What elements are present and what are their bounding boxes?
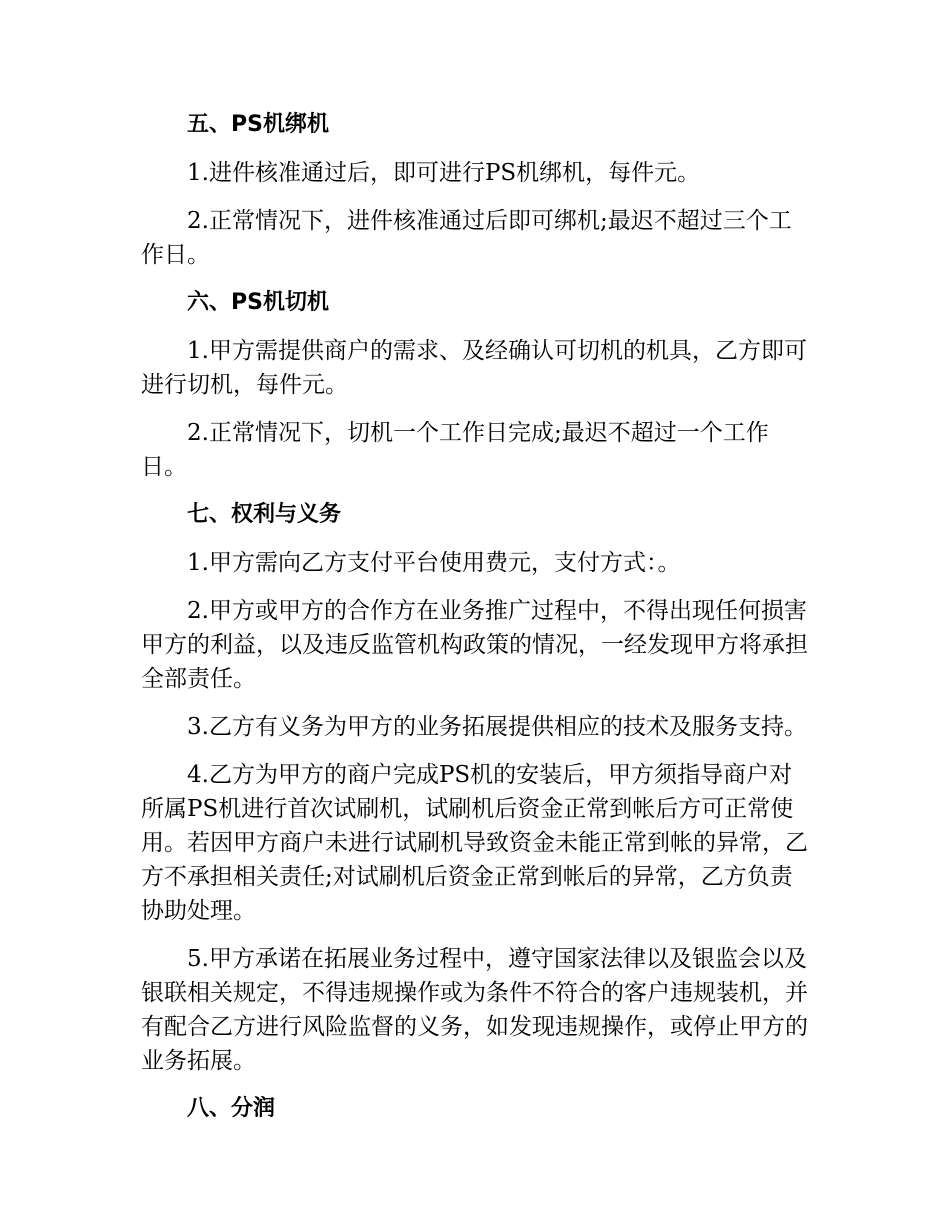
section-6 [141, 286, 811, 484]
paragraph: 3.乙方有义务为甲方的业务拓展提供相应的技术及服务支持。 [187, 714, 807, 740]
section-5 [141, 108, 811, 272]
section-heading: 八、分润 [187, 1096, 276, 1121]
paragraph: 1.进件核准通过后，即可进行PS机绑机，每件元。 [187, 160, 701, 186]
section-heading: 六、PS机切机 [187, 290, 329, 315]
section-8 [141, 1092, 811, 1126]
paragraph: 5.甲方承诺在拓展业务过程中，遵守国家法律以及银监会以及银联相关规定，不得违规操作或为条件不符合的客户违规装机，并有配合乙方进行风险监督的义务，如发现违规操作，或停止甲方的业务拓展。 [141, 946, 808, 1074]
document-page [141, 108, 811, 1140]
paragraph: 2.正常情况下，进件核准通过后即可绑机;最迟不超过三个工作日。 [141, 208, 792, 268]
paragraph: 2.正常情况下，切机一个工作日完成;最迟不超过一个工作日。 [141, 420, 769, 480]
section-7 [141, 498, 811, 1078]
paragraph: 2.甲方或甲方的合作方在业务推广过程中，不得出现任何损害甲方的利益，以及违反监管机构政策的情况，一经发现甲方将承担全部责任。 [141, 598, 808, 692]
section-heading: 七、权利与义务 [187, 502, 342, 527]
section-heading: 五、PS机绑机 [187, 112, 329, 137]
paragraph: 1.甲方需向乙方支付平台使用费元，支付方式：。 [187, 550, 681, 576]
paragraph: 4.乙方为甲方的商户完成PS机的安装后，甲方须指导商户对所属PS机进行首次试刷机，试刷机后资金正常到帐后方可正常使用。若因甲方商户未进行试刷机导致资金未能正常到帐的异常，乙方不承担相关责任;对试刷机后资金正常到帐后的异常，乙方负责协助处理。 [141, 762, 808, 924]
paragraph: 1.甲方需提供商户的需求、及经确认可切机的机具，乙方即可进行切机，每件元。 [141, 338, 807, 398]
